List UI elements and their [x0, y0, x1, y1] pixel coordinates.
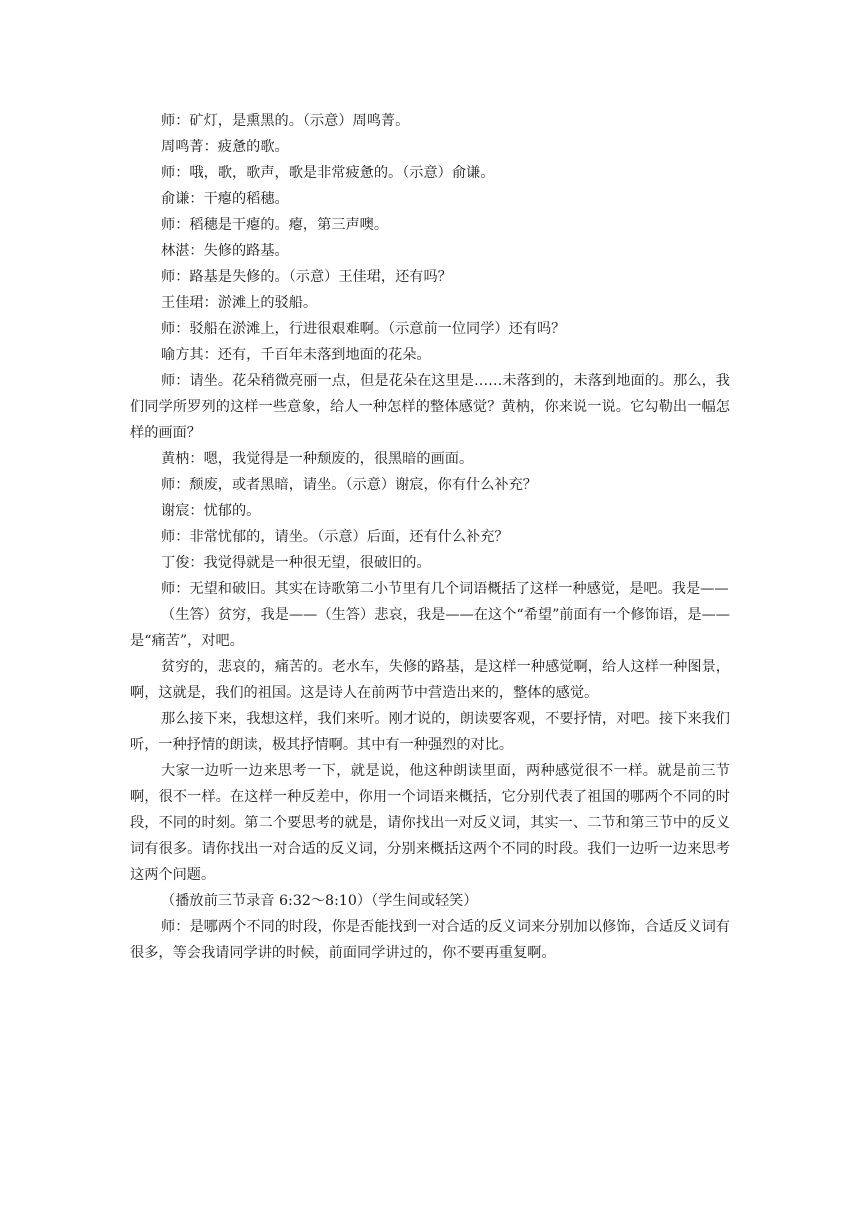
dialogue-line: 周鸣菁：疲惫的歌。: [161, 139, 289, 155]
narrative-paragraph: 贫穷的，悲哀的，痛苦的。老水车，失修的路基，是这样一种感觉啊，给人这样一种图景，啊，这就是，我们的祖国。这是诗人在前两节中营造出来的，整体的感觉。: [130, 659, 730, 701]
dialogue-line: 丁俊：我觉得就是一种很无望，很破旧的。: [161, 555, 431, 571]
dialogue-paragraph: 师：是哪两个不同的时段，你是否能找到一对合适的反义词来分别加以修饰，合适反义词有很多，等会我请同学讲的时候，前面同学讲过的，你不要再重复啊。: [130, 919, 730, 961]
dialogue-line: 师：稻穗是干瘪的。瘪，第三声噢。: [161, 217, 389, 233]
dialogue-line: 师：矿灯，是熏黑的。（示意）周鸣菁。: [161, 113, 410, 129]
dialogue-paragraph: 师：请坐。花朵稍微亮丽一点，但是花朵在这里是……未落到的，未落到地面的。那么，我们同学所罗列的这样一些意象，给人一种怎样的整体感觉？黄枘，你来说一说。它勾勒出一幅怎样的画面？: [130, 373, 730, 441]
dialogue-line: 谢宸：忧郁的。: [161, 503, 261, 519]
dialogue-line: 师：哦，歌，歌声，歌是非常疲惫的。（示意）俞谦。: [161, 165, 495, 181]
dialogue-line: 师：路基是失修的。（示意）王佳珺，还有吗？: [161, 269, 452, 285]
dialogue-line: 俞谦：干瘪的稻穗。: [161, 191, 289, 207]
document-body: [130, 108, 730, 966]
dialogue-line: 师：非常忧郁的，请坐。（示意）后面，还有什么补充？: [161, 529, 509, 545]
dialogue-line: 喻方其：还有，千百年未落到地面的花朵。: [161, 347, 431, 363]
dialogue-line: 王佳珺：淤滩上的驳船。: [161, 295, 318, 311]
dialogue-line: 黄枘：嗯，我觉得是一种颓废的，很黑暗的画面。: [161, 451, 474, 467]
dialogue-paragraph: （生答）贫穷，我是——（生答）悲哀，我是——在这个“希望”前面有一个修饰语，是——是“痛苦”，对吧。: [130, 607, 730, 649]
dialogue-paragraph: 师：无望和破旧。其实在诗歌第二小节里有几个词语概括了这样一种感觉，是吧。我是——: [161, 581, 729, 597]
stage-direction: （播放前三节录音 6:32～8:10）（学生间或轻笑）: [161, 893, 478, 909]
dialogue-line: 师：驳船在淤滩上，行进很艰难啊。（示意前一位同学）还有吗？: [161, 321, 566, 337]
narrative-paragraph: 大家一边听一边来思考一下，就是说，他这种朗读里面，两种感觉很不一样。就是前三节啊，很不一样。在这样一种反差中，你用一个词语来概括，它分别代表了祖国的哪两个不同的时段，不同的时刻。第二个要思考的就是，请你找出一对反义词，其实一、二节和第三节中的反义词有很多。请你找出一对合适的反义词，分别来概括这两个不同的时段。我们一边听一边来思考这两个问题。: [130, 763, 730, 883]
dialogue-line: 林湛：失修的路基。: [161, 243, 289, 259]
dialogue-line: 师：颓废，或者黑暗，请坐。（示意）谢宸，你有什么补充？: [161, 477, 537, 493]
narrative-paragraph: 那么接下来，我想这样，我们来听。刚才说的，朗读要客观，不要抒情，对吧。接下来我们听，一种抒情的朗读，极其抒情啊。其中有一种强烈的对比。: [130, 711, 730, 753]
